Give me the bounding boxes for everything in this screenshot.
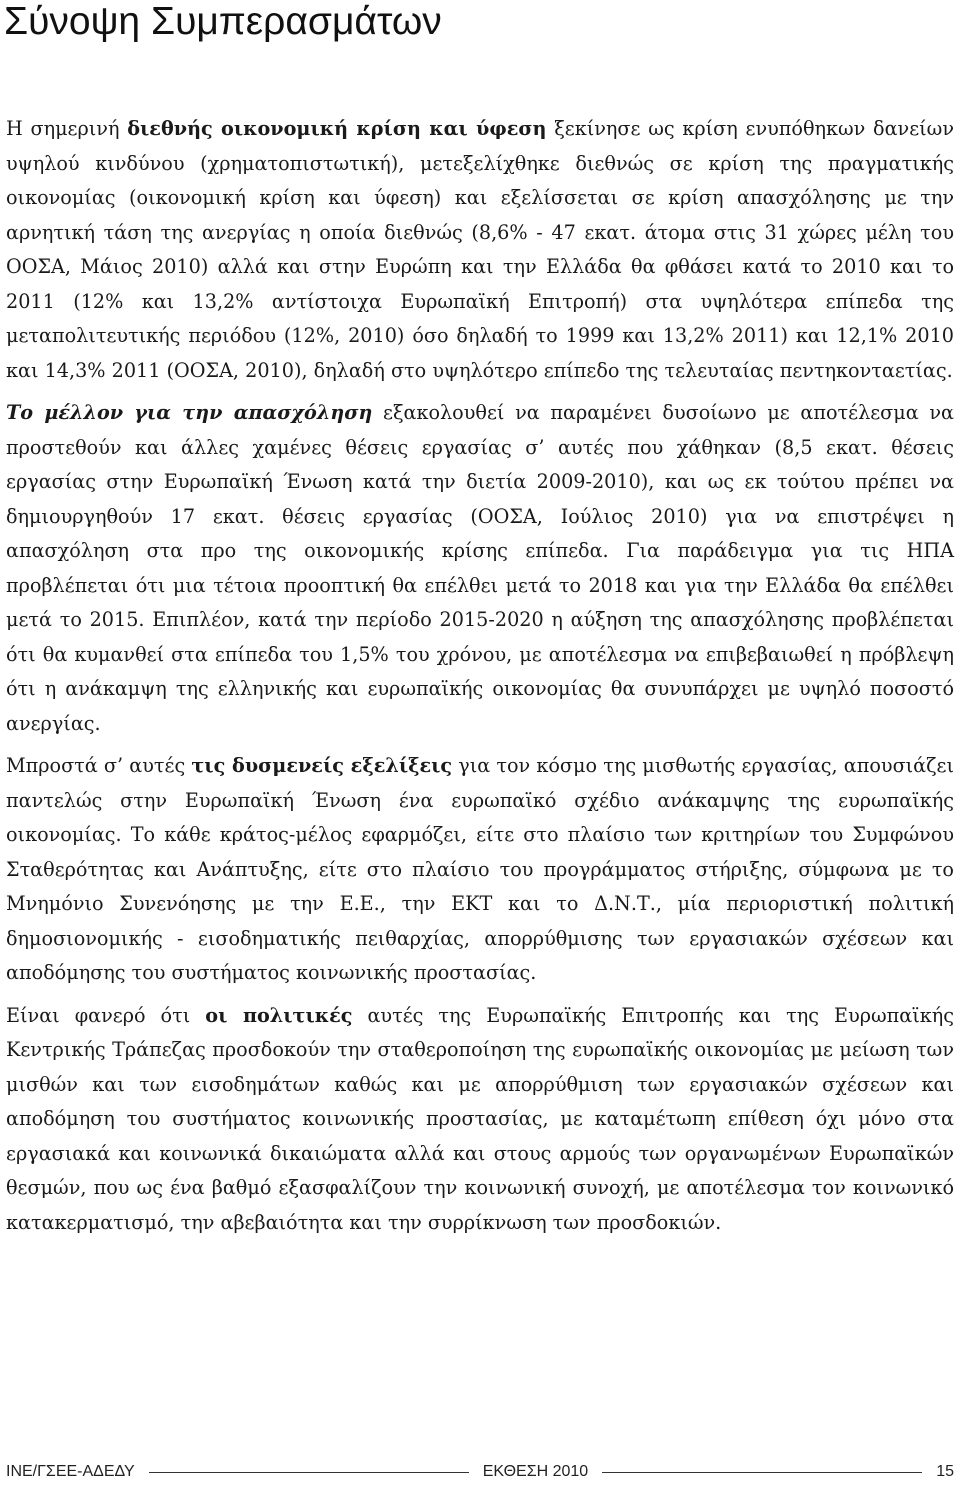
footer-rule-right bbox=[602, 1472, 922, 1473]
paragraph-economic-crisis bbox=[6, 112, 954, 388]
page-number: 15 bbox=[936, 1463, 955, 1480]
paragraph-policies bbox=[6, 999, 954, 1241]
page-title: Σύνοψη Συμπερασμάτων bbox=[4, 0, 442, 43]
highlight-policies: οι πολιτικές bbox=[205, 1003, 353, 1027]
highlight-employment-future: Το μέλλον για την απασχόληση bbox=[6, 401, 373, 424]
paragraph-text: Η σημερινή bbox=[6, 117, 128, 140]
paragraph-text: Είναι φανερό ότι bbox=[6, 1003, 206, 1027]
paragraph-employment-future bbox=[6, 396, 954, 741]
highlight-adverse-developments: τις δυσμενείς εξελίξεις bbox=[191, 754, 453, 777]
highlight-economic-crisis: διεθνής οικονομική κρίση και ύφεση bbox=[127, 117, 547, 140]
paragraph-text: αυτές της Ευρωπαϊκής Επιτροπής και της Ευρωπαϊκής Κεντρικής Τράπεζας προσδοκούν την σταθεροποίηση της ευρωπαϊκής οικονομίας με μείωση των μισθών και των εισοδημάτων καθώς και με απορρύθμιση των εργασιακών σχέσεων και αποδόμηση του συστήματος κοινωνικής προστασίας, με καταμέτωπη επίθεση όχι μόνο στα εργασιακά και κοινωνικά δικαιώματα αλλά και στους αρμούς των οργανωμένων Ευρωπαϊκών θεσμών, που ως ένα βαθμό εξασφαλίζουν την κοινωνική συνοχή, με αποτέλεσμα τον κοινωνικό κατακερματισμό, την αβεβαιότητα και την συρρίκνωση των προσδοκιών. bbox=[6, 1003, 954, 1234]
paragraph-text: ξεκίνησε ως κρίση ενυπόθηκων δανείων υψηλού κινδύνου (χρηματοπιστωτική), μετεξελίχθηκε διεθνώς σε κρίση της πραγματικής οικονομίας (οικονομική κρίση και ύφεση) και εξελίσσεται σε κρίση απασχόλησης με την αρνητική τάση της ανεργίας η οποία διεθνώς (8,6% - 47 εκατ. άτομα στις 31 χώρες μέλη του ΟΟΣΑ, Μάιος 2010) αλλά και στην Ευρώπη και την Ελλάδα θα φθάσει κατά το 2010 και το 2011 (12% και 13,2% αντίστοιχα Ευρωπαϊκή Επιτροπή) στα υψηλότερα επίπεδα της μεταπολιτευτικής περιόδου (12%, 2010) όσο δηλαδή το 1999 και 13,2% 2011) και 12,1% 2010 και 14,3% 2011 (ΟΟΣΑ, 2010), δηλαδή στο υψηλότερο επίπεδο της τελευταίας πεντηκονταετίας. bbox=[6, 117, 954, 382]
footer-publisher: ΙΝΕ/ΓΣΕΕ-ΑΔΕΔΥ bbox=[6, 1463, 135, 1480]
summary-body bbox=[6, 112, 954, 1240]
paragraph-adverse-developments bbox=[6, 749, 954, 991]
footer-report-title: ΕΚΘΕΣΗ 2010 bbox=[482, 1463, 589, 1480]
footer-rule-left bbox=[149, 1472, 469, 1473]
paragraph-text: εξακολουθεί να παραμένει δυσοίωνο με αποτέλεσμα να προστεθούν και άλλες χαμένες θέσεις εργασίας σ’ αυτές που χάθηκαν (8,5 εκατ. θέσεις εργασίας στην Ευρωπαϊκή Ένωση κατά την διετία 2009-2010), και ως εκ τούτου πρέπει να δημιουργηθούν 17 εκατ. θέσεις εργασίας (ΟΟΣΑ, Ιούλιος 2010) για να επιστρέψει η απασχόληση στα προ της οικονομικής κρίσης επίπεδα. Για παράδειγμα για τις ΗΠΑ προβλέπεται ότι μια τέτοια προοπτική θα επέλθει μετά το 2018 και για την Ελλάδα θα επέλθει μετά το 2015. Επιπλέον, κατά την περίοδο 2015-2020 η αύξηση της απασχόλησης προβλέπεται ότι θα κυμανθεί στα επίπεδα του 1,5% του χρόνου, με αποτέλεσμα να επιβεβαιωθεί η πρόβλεψη ότι η ανάκαμψη της ελληνικής και ευρωπαϊκής οικονομίας θα συνυπάρχει με υψηλό ποσοστό ανεργίας. bbox=[6, 401, 954, 735]
page-footer bbox=[6, 1459, 954, 1485]
paragraph-text: για τον κόσμο της μισθωτής εργασίας, απουσιάζει παντελώς στην Ευρωπαϊκή Ένωση ένα ευρωπαϊκό σχέδιο ανάκαμψης της ευρωπαϊκής οικονομίας. Το κάθε κράτος-μέλος εφαρμόζει, είτε στο πλαίσιο των κριτηρίων του Συμφώνου Σταθερότητας και Ανάπτυξης, είτε στο πλαίσιο του προγράμματος στήριξης, σύμφωνα με το Μνημόνιο Συνενόησης με την Ε.Ε., την ΕΚΤ και το Δ.Ν.Τ., μία περιοριστική πολιτική δημοσιονομικής - εισοδηματικής πειθαρχίας, απορρύθμισης των εργασιακών σχέσεων και αποδόμησης του συστήματος κοινωνικής προστασίας. bbox=[6, 754, 955, 984]
paragraph-text: Μπροστά σ’ αυτές bbox=[6, 754, 192, 777]
